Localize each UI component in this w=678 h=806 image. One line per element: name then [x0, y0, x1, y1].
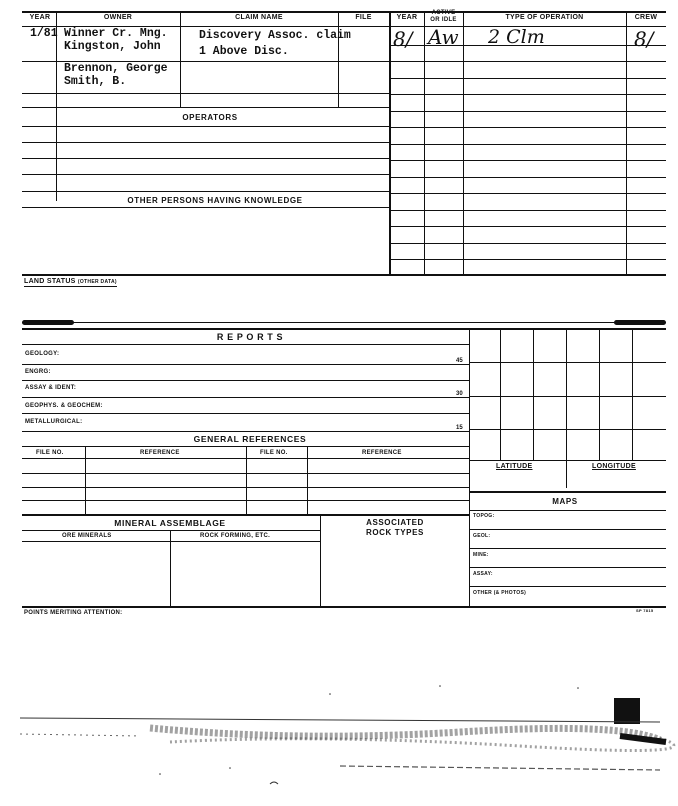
- owner-line-3: Brennon, George: [64, 62, 168, 75]
- header-claim-name: CLAIM NAME: [235, 14, 283, 21]
- maps-heading: MAPS: [552, 497, 578, 506]
- handwritten-operation: 2 Clm: [488, 26, 545, 48]
- mineral-assemblage-heading: MINERAL ASSEMBLAGE: [114, 518, 226, 528]
- header-owner: OWNER: [103, 14, 133, 21]
- ref-file-no-2: FILE NO.: [260, 450, 288, 456]
- owner-line-2: Kingston, John: [64, 40, 161, 53]
- report-geology: GEOLOGY:: [25, 351, 60, 357]
- header-crew: CREW: [634, 14, 658, 21]
- report-assay: ASSAY & IDENT:: [25, 385, 77, 391]
- ref-reference-1: REFERENCE: [140, 450, 180, 456]
- rock-forming-label: ROCK FORMING, ETC.: [200, 533, 271, 539]
- ore-minerals-label: ORE MINERALS: [62, 533, 112, 539]
- header-type-of-operation: TYPE OF OPERATION: [505, 14, 584, 21]
- header-year-2: YEAR: [396, 14, 418, 21]
- header-file: FILE: [355, 14, 372, 21]
- associated-rock-types-heading: ASSOCIATED ROCK TYPES: [365, 518, 424, 537]
- report-num-15: 15: [456, 425, 463, 431]
- ref-reference-2: REFERENCE: [362, 450, 402, 456]
- record-year: 1/81: [30, 27, 58, 40]
- report-engrg: ENGRG:: [25, 369, 51, 375]
- claim-line-1: Discovery Assoc. claim: [199, 29, 351, 42]
- maps-assay: ASSAY:: [473, 571, 493, 577]
- points-meriting-attention: POINTS MERITING ATTENTION:: [24, 610, 123, 616]
- claim-line-2: 1 Above Disc.: [199, 45, 289, 58]
- general-references-heading: GENERAL REFERENCES: [193, 434, 307, 444]
- form-number: SP 7815: [636, 608, 654, 613]
- header-year: YEAR: [29, 14, 51, 21]
- report-num-45: 45: [456, 358, 463, 364]
- report-geophys: GEOPHYS. & GEOCHEM:: [25, 403, 103, 409]
- scan-noise: [0, 680, 678, 806]
- maps-topog: TOPOG:: [473, 513, 495, 519]
- owner-line-1: Winner Cr. Mng.: [64, 27, 168, 40]
- owner-line-4: Smith, B.: [64, 75, 127, 88]
- handwritten-year: 8/: [393, 27, 413, 51]
- handwritten-status: Aw: [428, 25, 459, 49]
- operators-heading: OPERATORS: [182, 113, 238, 122]
- handwritten-crew: 8/: [634, 27, 654, 51]
- maps-geol: GEOL:: [473, 533, 491, 539]
- other-persons-heading: OTHER PERSONS HAVING KNOWLEDGE: [127, 196, 303, 205]
- report-metallurgical: METALLURGICAL:: [25, 419, 83, 425]
- header-active-idle: ACTIVE OR IDLE: [430, 10, 457, 23]
- land-status-label: LAND STATUS (OTHER DATA): [24, 278, 117, 285]
- latitude-label: LATITUDE: [496, 463, 533, 470]
- maps-other: OTHER (& PHOTOS): [473, 590, 527, 596]
- report-num-30: 30: [456, 391, 463, 397]
- longitude-label: LONGITUDE: [592, 463, 636, 470]
- reports-heading: R E P O R T S: [216, 332, 284, 342]
- ref-file-no-1: FILE NO.: [36, 450, 64, 456]
- maps-mine: MINE:: [473, 552, 489, 558]
